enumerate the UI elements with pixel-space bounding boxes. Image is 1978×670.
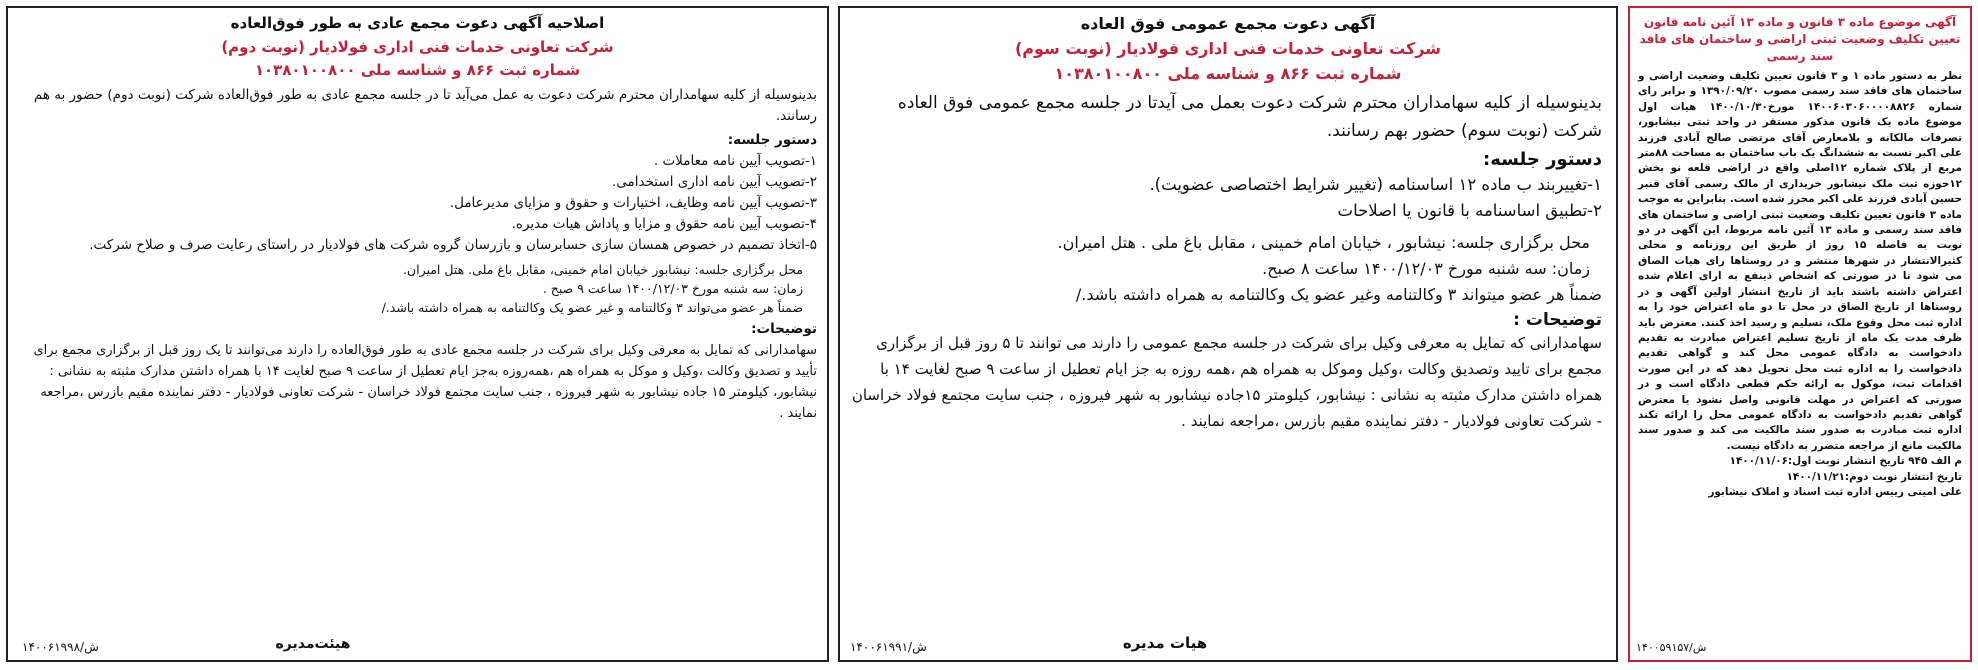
reference-number: ۱۴۰۰۶۱۹۹۱/ش: [850, 640, 927, 654]
explain-title: توضیحات:: [751, 321, 817, 337]
ad-amendment-ordinary-meeting: [6, 6, 829, 662]
signature: هیات مدیره: [1122, 634, 1208, 652]
registration-info: شماره ثبت ۸۶۶ و شناسه ملی ۱۰۳۸۰۱۰۰۸۰۰: [254, 61, 581, 79]
publish-date-second: تاریخ انتشار نوبت دوم:۱۴۰۰/۱۱/۲۱: [1786, 470, 1962, 483]
agenda-item: ۱-تغییربند ب ماده ۱۲ اساسنامه (تغییر شرایط اختصاصی عضویت).: [1149, 175, 1602, 194]
agenda-title: دستور جلسه:: [727, 132, 817, 148]
signature: هیئت‌مدیره: [275, 636, 351, 652]
time-text: زمان: سه شنبه مورخ ۱۴۰۰/۱۲/۰۳ ساعت ۹ صبح .: [542, 281, 803, 296]
intro-text: بدینوسیله از کلیه سهامداران محترم شرکت دعوت بعمل می آیدتا در جلسه مجمع عمومی فوق العاده شرکت (نوبت سوم) حضور بهم رسانند.: [897, 93, 1602, 141]
publish-date-first: م الف ۹۴۵ تاریخ انتشار نوبت اول:۱۴۰۰/۱۱/۰۶: [1729, 455, 1962, 468]
agenda-item: ۲-تصویب آیین نامه اداری استخدامی.: [611, 174, 817, 190]
agenda-item: ۵-اتخاذ تصمیم در خصوص همسان سازی حسابرسان و بازرسان گروه شرکت های فولادیار در راستای رعایت صرف و صلاح شرکت.: [89, 237, 817, 253]
venue-text: محل برگزاری جلسه: نیشابور ، خیابان امام خمینی ، مقابل باغ ملی . هتل امیران.: [1057, 233, 1590, 252]
ad-title: آگهی دعوت مجمع عمومی فوق العاده: [1080, 14, 1376, 33]
venue-text: محل برگزاری جلسه: نیشابور خیابان امام خمینی، مقابل باغ ملی. هتل امیران.: [402, 262, 803, 277]
agenda-item: ۲-تطبیق اساسنامه با قانون یا اصلاحات: [1337, 201, 1602, 220]
company-name: شرکت تعاونی خدمات فنی اداری فولادیار (نوبت دوم): [221, 38, 614, 56]
agenda-item: ۳-تصویب آیین نامه وظایف، اختیارات و حقوق و مزایای مدیرعامل.: [449, 195, 817, 211]
note-text: ضمناً هر عضو میتواند ۳ وکالتنامه وغیر عضو یک وکالتنامه به همراه داشته باشد./: [1075, 285, 1602, 304]
registration-info: شماره ثبت ۸۶۶ و شناسه ملی ۱۰۳۸۰۱۰۰۸۰۰: [1054, 64, 1402, 83]
company-name: شرکت تعاونی خدمات فنی اداری فولادیار (نوبت سوم): [1014, 39, 1442, 58]
ad-title: اصلاحیه آگهی دعوت مجمع عادی به طور فوق‌العاده: [230, 14, 605, 32]
agenda-title: دستور جلسه:: [1483, 149, 1602, 170]
agenda-list: [16, 151, 817, 256]
agenda-list: [850, 172, 1602, 224]
ad-land-registration-notice: [1628, 6, 1972, 662]
ad-extraordinary-meeting: [838, 6, 1618, 662]
explain-title: توضیحات :: [1513, 310, 1602, 330]
signature: علی امینی رییس اداره ثبت اسناد و املاک نیشابور: [1708, 485, 1962, 498]
intro-text: بدینوسیله از کلیه سهامداران محترم شرکت دعوت به عمل می‌آید تا در جلسه مجمع عادی به طور فوق‌العاده شرکت (نوبت دوم) حضور به هم رسانند.: [33, 87, 817, 124]
explain-text: سهامدارانی که تمایل به معرفی وکیل برای شرکت در جلسه مجمع عمومی را دارند می توانند تا ۵ روز قبل از برگزاری مجمع برای تایید وتصدیق وکالت ،وکیل وموکل به همراه هم ،همه روزه به جز ایام تعطیل از ساعت ۹ صبح لغایت ۱۴ با همراه داشتن مدارک مثبته به نشانی : نیشابور، کیلومتر ۱۵جاده نیشابور به شهر فیروزه ، جنب سایت مجتمع فولاد خراسان - شرکت تعاونی فولادیار - دفتر نماینده مقیم بازرس ،مراجعه نمایند .: [851, 334, 1602, 430]
reference-number: ۱۴۰۰۵۹۱۵۷/ش: [1636, 641, 1707, 654]
reference-number: ۱۴۰۰۶۱۹۹۸/ش: [22, 640, 99, 654]
ad-title: آگهی موضوع ماده ۳ قانون و ماده ۱۳ آئین نامه قانون تعیین تکلیف وضعیت ثبتی اراضی و ساختمان های فاقد سند رسمی: [1639, 15, 1961, 63]
agenda-item: ۴-تصویب آیین نامه حقوق و مزایا و پاداش هیات مدیره.: [511, 216, 817, 232]
agenda-item: ۱-تصویب آیین نامه معاملات .: [653, 153, 817, 169]
note-text: ضمناً هر عضو می‌تواند ۳ وکالتنامه و غیر عضو یک وکالتنامه به همراه داشته باشد./: [381, 300, 803, 315]
body-text: نظر به دستور ماده ۱ و ۳ قانون تعیین تکلیف وضعیت اراضی و ساختمان های فاقد سند رسمی مصوب ۱۳۹۰/۰۹/۲۰ و برابر رای شماره ۱۴۰۰۶۰۳۰۶۰۰۰۰۸۸۲۶ مورخ۱۴۰۰/۱۰/۳۰ هیات اول موضوع ماده یک قانون مذکور مستقر در واحد ثبتی نیشابور، تصرفات مالکانه و بلامعارض آقای مرتضی صالح آبادی فرزند علی اکبر نسبت به ششدانگ یک باب ساختمان به مساحت ۸۸متر مربع از پلاک شماره ۱۲اصلی واقع در اراضی قلعه نو بخش ۱۲حوزه ثبت ملک نیشابور خریداری از مالک رسمی آقای قنبر حسین آبادی فرزند علی اکبر محرز شده است. بنابراین به موجب ماده ۳ قانون تعیین تکلیف وضعیت ثبتی اراضی و ساختمان های فاقد سند رسمی و ماده ۱۳ آئین نامه مربوط، این آگهی در دو نوبت به فاصله ۱۵ روز از طریق این روزنامه و محلی کثیرالانتشار در شهرها منتشر و در روستاها رای هیات الصاق می شود تا در صورتی که اشخاص ذینفع به ارای اعلام شده اعتراض داشته باشند باید از تاریخ انتشار اولین آگهی و در روستاها از تاریخ الصاق در محل تا دو ماه اعتراض خود را به اداره ثبت محل وقوع ملک، تسلیم و رسید اخذ کنند. معترض باید ظرف مدت یک ماه از تاریخ تسلیم اعتراض مبادرت به تقدیم دادخواست به دادگاه عمومی محل کند و گواهی تقدیم دادخواست را به اداره ثبت محل تحویل دهد که در این صورت اقدامات ثبت، موکول به ارائه حکم قطعی دادگاه است و در صورتی که اعتراض در مهلت قانونی واصل نشود یا معترض گواهی تقدیم دادخواست به دادگاه عمومی محل را ارائه نکند اداره ثبت مبادرت به صدور سند مالکیت می کند و صدور سند مالکیت مانع از مراجعه متضرر به دادگاه نیست.: [1638, 70, 1962, 452]
time-text: زمان: سه شنبه مورخ ۱۴۰۰/۱۲/۰۳ ساعت ۸ صبح.: [1262, 259, 1590, 278]
explain-text: سهامدارانی که تمایل به معرفی وکیل برای شرکت در جلسه مجمع عادی به طور فوق‌العاده را دارند می‌توانند تا یک روز قبل از برگزاری مجمع برای تأیید و تصدیق وکالت ،وکیل و موکل به همراه هم ،همه‌روزه به‌جز ایام تعطیل از ساعت ۹ صبح لغایت ۱۴ با همراه داشتن مدارک مثبته به نشانی : نیشابور، کیلومتر ۱۵ جاده نیشابور به شهر فیروزه ، جنب سایت مجتمع فولاد خراسان - شرکت تعاونی فولادیار - دفتر نماینده مقیم بازرس ،مراجعه نمایند .: [33, 343, 817, 421]
